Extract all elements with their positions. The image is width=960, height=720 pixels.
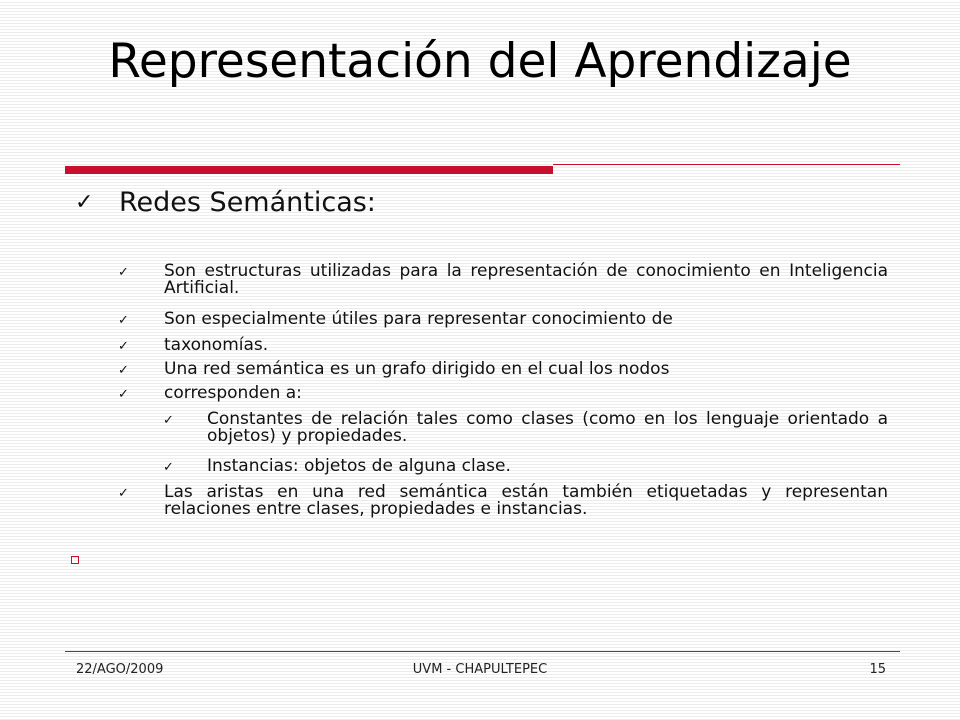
check-icon: ✓ <box>118 387 129 402</box>
check-icon: ✓ <box>163 460 174 475</box>
list-item-text: Una red semántica es un grafo dirigido en el cual los nodos <box>164 359 670 379</box>
footer-center-text: UVM - CHAPULTEPEC <box>412 662 548 677</box>
list-item-text: Son estructuras utilizadas para la representación de conocimiento en Inteligencia Artificial. <box>164 261 888 298</box>
slide-title: Representación del Aprendizaje <box>108 34 852 89</box>
list-item-text: Constantes de relación tales como clases (como en los lenguaje orientado a objetos) y propiedades. <box>207 409 888 446</box>
footer-divider <box>65 651 900 652</box>
footer-date: 22/AGO/2009 <box>76 662 164 677</box>
list-item-text: Instancias: objetos de alguna clase. <box>207 456 511 476</box>
check-icon: ✓ <box>118 313 129 328</box>
list-item <box>118 383 888 403</box>
list-item <box>118 261 888 298</box>
check-icon: ✓ <box>118 265 129 280</box>
list-item <box>118 482 888 519</box>
check-icon: ✓ <box>118 363 129 378</box>
list-item-text: Son especialmente útiles para representar conocimiento de <box>164 309 673 329</box>
check-icon: ✓ <box>75 190 94 215</box>
list-item <box>163 456 888 476</box>
section-heading-text: Redes Semánticas: <box>119 187 376 218</box>
list-item-text: taxonomías. <box>164 335 269 355</box>
check-icon: ✓ <box>163 413 174 428</box>
check-icon: ✓ <box>118 486 129 501</box>
list-item <box>118 359 888 379</box>
page-number: 15 <box>869 662 886 677</box>
list-item <box>118 335 888 355</box>
empty-bullet-icon <box>71 556 79 564</box>
list-item <box>118 309 888 329</box>
list-item-text: Las aristas en una red semántica están también etiquetadas y representan relaciones entre clases, propiedades e instancias. <box>164 482 888 519</box>
check-icon: ✓ <box>118 339 129 354</box>
list-item-text: corresponden a: <box>164 383 302 403</box>
list-item <box>163 409 888 446</box>
